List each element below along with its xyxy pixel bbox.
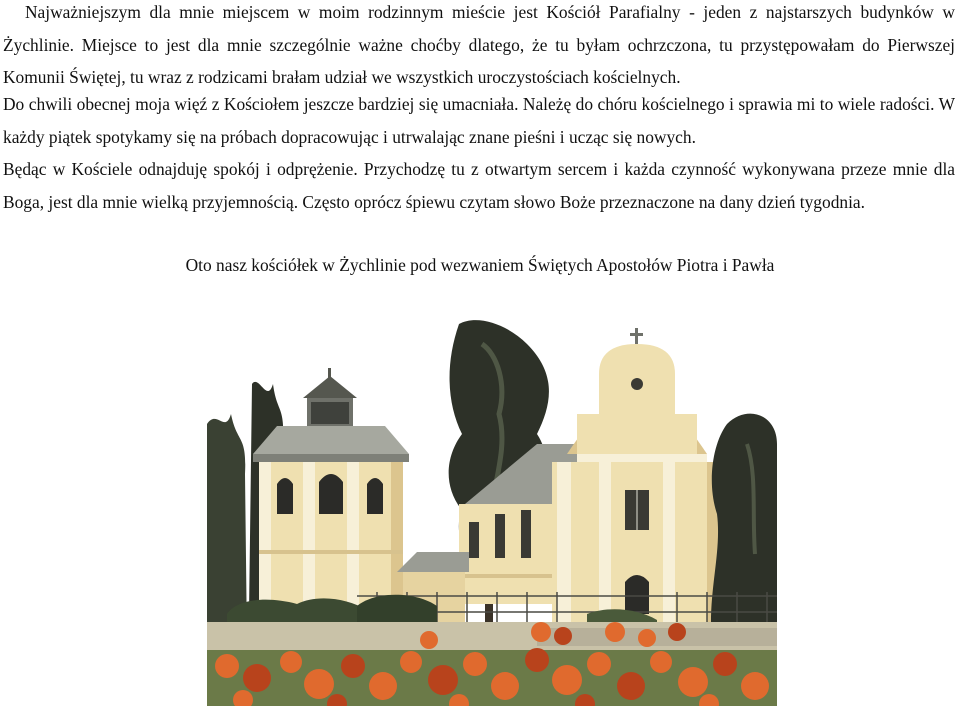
photo-caption-text: Oto nasz kościółek w Żychlinie pod wezwaniem Świętych Apostołów Piotra i Pawła: [185, 255, 775, 275]
church-illustration: [207, 314, 777, 706]
paragraph: Najważniejszym dla mnie miejscem w moim rodzinnym mieście jest Kościół Parafialny - jeden z najstarszych budynków w Żychlinie. Miejsce to jest dla mnie szczególnie ważne choćby dlatego, że tu byłam ochrzczona, tu przystępowałam do Pierwszej Komunii Świętej, tu wraz z rodzicami brałam udział we wszystkich uroczystościach kościelnych.: [3, 2, 955, 87]
church-photo: [207, 314, 777, 706]
paragraph: Do chwili obecnej moja więź z Kościołem jeszcze bardziej się umacniała. Należę do chóru kościelnego i sprawia mi to wiele radości. W każdy piątek spotykamy się na próbach dopracowując i utrwalając znane pieśni i ucząc się nowych.: [3, 94, 955, 147]
paragraph: Będąc w Kościele odnajduję spokój i odprężenie. Przychodzę tu z otwartym sercem i każda czynność wykonywana przeze mnie dla Boga, jest dla mnie wielką przyjemnością. Często oprócz śpiewu czytam słowo Boże przeznaczone na dany dzień tygodnia.: [3, 159, 955, 212]
photo-caption: [0, 251, 960, 279]
